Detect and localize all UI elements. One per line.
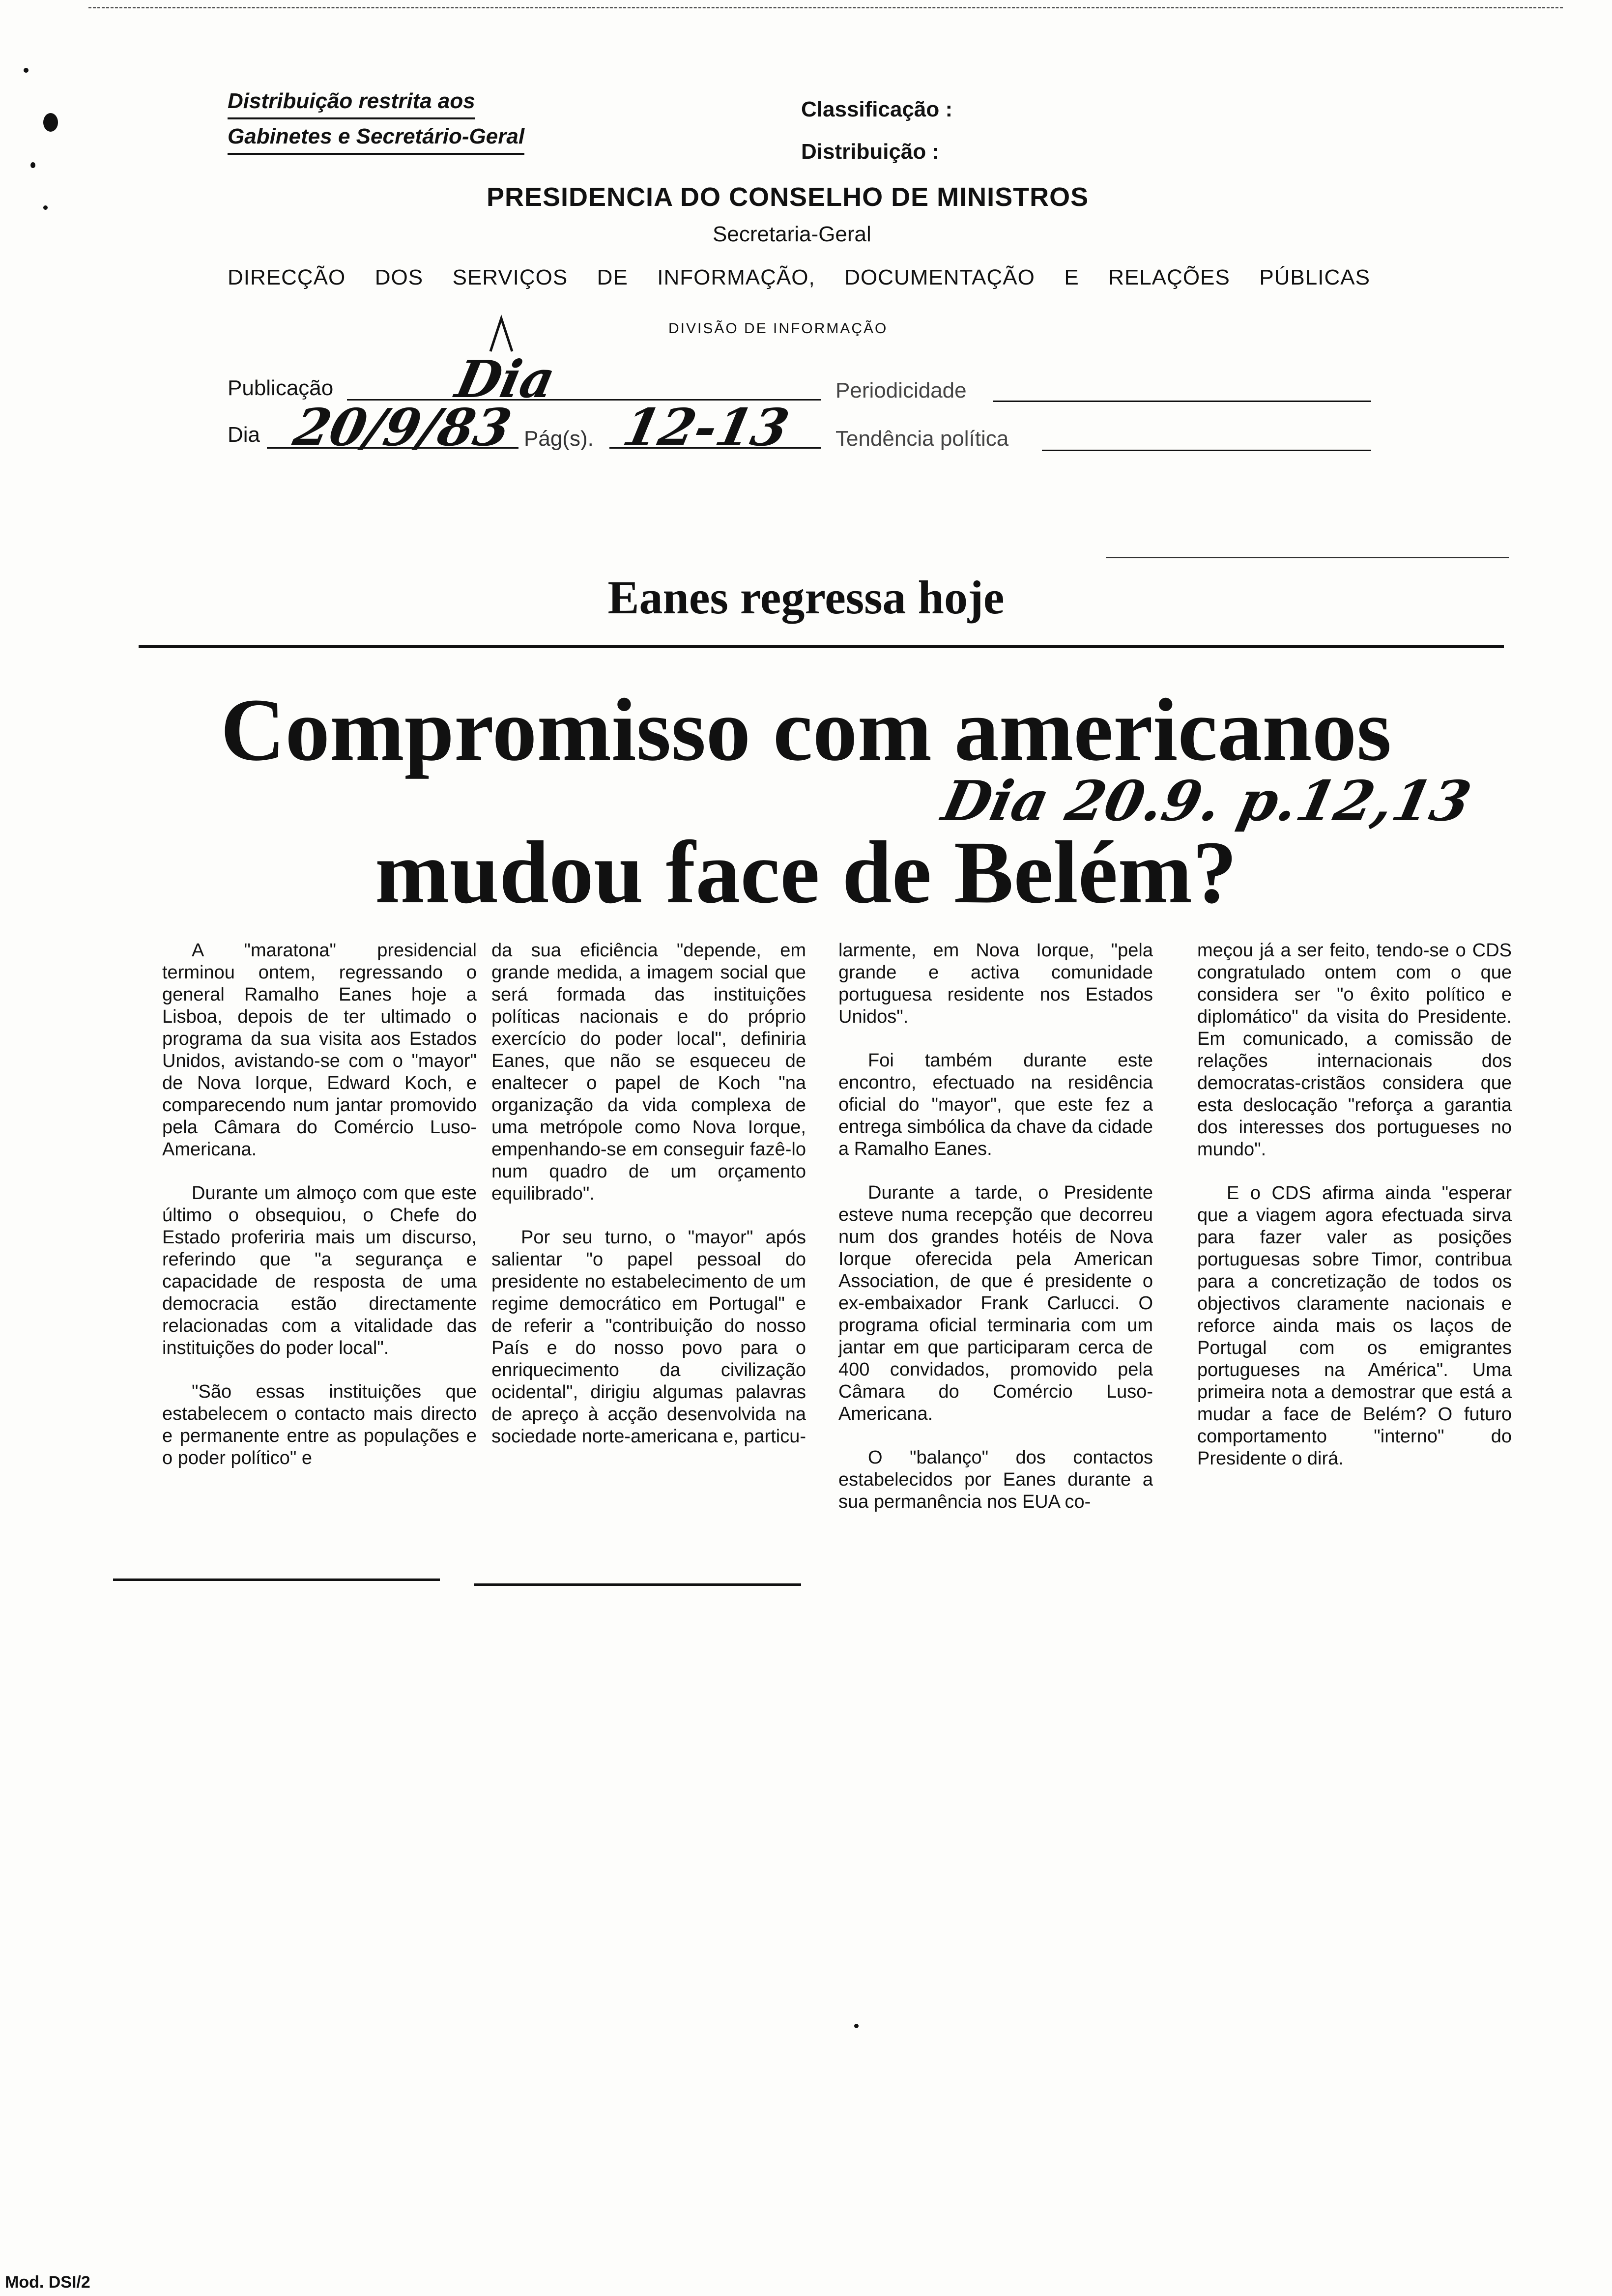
pags-label: Pág(s). — [524, 427, 594, 451]
article-paragraph: Durante um almoço com que este último o obsequiou, o Chefe do Estado proferiria mais um discurso, referindo que "a segurança e capacidade de resposta de uma democracia estão directamente relacionadas com a vitalidade das instituições do poder local". — [162, 1183, 477, 1358]
handwritten-reference: Dia 20.9. p.12,13 — [937, 769, 1477, 833]
direccao-word: INFORMAÇÃO, — [657, 265, 815, 289]
column-end-rule — [474, 1583, 801, 1586]
headline-rule — [139, 645, 1504, 648]
margin-speck — [30, 162, 35, 168]
article-kicker: Eanes regressa hoje — [607, 571, 1005, 624]
restricted-line-2: Gabinetes e Secretário-Geral — [228, 121, 524, 155]
periodicidade-label: Periodicidade — [835, 378, 967, 402]
direccao-word: DOCUMENTAÇÃO — [844, 265, 1035, 289]
dia-label: Dia — [228, 423, 260, 447]
article-paragraph: E o CDS afirma ainda "esperar que a viagem agora efectuada sirva para fazer valer as posições portuguesas sobre Timor, contribua para a concretização de todos os objectivos claramente nacionais e reforce ainda mais os laços de Portugal com os emigrantes portugueses na América". Uma primeira nota a demostrar que está a mudar a face de Belém? O futuro comportamento "interno" do Presidente o dirá. — [1197, 1183, 1512, 1469]
direccao-word: DOS — [374, 265, 424, 289]
form-code: Mod. DSI/2 — [5, 2273, 90, 2292]
article-paragraph: O "balanço" dos contactos estabelecidos por Eanes durante a sua permanência nos EUA co- — [838, 1447, 1153, 1512]
presidencia-title: PRESIDENCIA DO CONSELHO DE MINISTROS — [487, 182, 1089, 212]
direccao-word: E — [1064, 265, 1079, 289]
article-paragraph: meçou já a ser feito, tendo-se o CDS congratulado ontem com o que considera ser "o êxito político e diplomático" da visita do Presidente. Em comunicado, a comissão de relações internacionais dos democratas-cristãos considera que esta deslocação "reforça a garantia dos interesses dos portugueses no mundo". — [1197, 940, 1512, 1160]
direccao-word: SERVIÇOS — [452, 265, 568, 289]
article-column-1 — [162, 940, 477, 1491]
margin-speck — [43, 205, 48, 210]
article-paragraph: larmente, em Nova Iorque, "pela grande e activa comunidade portuguesa residente nos Estados Unidos". — [838, 940, 1153, 1027]
binder-hole-mark — [43, 113, 58, 132]
pen-stroke-mark — [487, 315, 516, 354]
article-paragraph: A "maratona" presidencial terminou ontem, regressando o general Ramalho Eanes hoje a Lisboa, depois de ter ultimado o programa da sua visita aos Estados Unidos, avistando-se com o "mayor" de Nova Iorque, Edward Koch, e comparecendo num jantar promovido pela Câmara do Comércio Luso-Americana. — [162, 940, 477, 1160]
article-paragraph: "São essas instituições que estabelecem o contacto mais directo e permanente entre as populações e o poder político" e — [162, 1381, 477, 1468]
divisao-informacao: DIVISÃO DE INFORMAÇÃO — [668, 320, 888, 337]
article-paragraph: da sua eficiência "depende, em grande medida, a imagem social que será formada das instituições políticas nacionais e do próprio exercício do poder local", definiria Eanes, que não se esqueceu de enaltecer o papel de Koch "na organização da vida complexa de uma metrópole como Nova Iorque, empenhando-se em conseguir fazê-lo num quadro de um orçamento equilibrado". — [491, 940, 806, 1204]
column-end-rule — [113, 1578, 440, 1581]
restricted-distribution-note — [228, 86, 524, 157]
classification-block — [801, 88, 952, 173]
article-paragraph: Por seu turno, o "mayor" após salientar "o papel pessoal do presidente no estabelecimento de um regime democrático em Portugal" e de referir a "contribuição do nosso País e do nosso povo para o enriquecimento da civilização ocidental", dirigiu algumas palavras de apreço à acção desenvolvida na sociedade norte-americana e, particu- — [491, 1227, 806, 1447]
dia-handwritten: 20/9/83 — [288, 397, 517, 458]
publicacao-label: Publicação — [228, 376, 334, 400]
direccao-line — [228, 265, 1370, 290]
tendencia-line — [1042, 450, 1371, 451]
top-right-rule — [1106, 557, 1509, 558]
tendencia-label: Tendência política — [835, 427, 1009, 451]
restricted-line-1: Distribuição restrita aos — [228, 86, 475, 119]
headline-line-2: mudou face de Belém? — [374, 823, 1238, 922]
headline-line-1: Compromisso com americanos — [220, 681, 1392, 779]
margin-speck — [24, 68, 29, 73]
direccao-word: PÚBLICAS — [1259, 265, 1370, 289]
classificacao-label: Classificação : — [801, 97, 953, 121]
article-column-4 — [1197, 940, 1512, 1492]
pags-handwritten: 12-13 — [618, 397, 794, 458]
distribuicao-label: Distribuição : — [801, 140, 940, 164]
article-paragraph: Durante a tarde, o Presidente esteve numa recepção que decorreu num dos grandes hotéis de Nova Iorque oferecida pela American Association, de que é presidente o ex-embaixador Frank Carlucci. O programa oficial terminaria com um jantar em que participaram cerca de 400 convidados, promovido pela Câmara do Comércio Luso-Americana. — [838, 1182, 1153, 1424]
direccao-word: DE — [597, 265, 628, 289]
article-column-3 — [838, 940, 1153, 1535]
secretaria-geral: Secretaria-Geral — [713, 222, 871, 246]
page-speck — [854, 2024, 859, 2028]
direccao-word: RELAÇÕES — [1108, 265, 1230, 289]
article-paragraph: Foi também durante este encontro, efectuado na residência oficial do "mayor", que este fez a entrega simbólica da chave da cidade a Ramalho Eanes. — [838, 1050, 1153, 1159]
direccao-word: DIRECÇÃO — [228, 265, 346, 289]
periodicidade-line — [993, 401, 1371, 402]
top-dashed-border — [88, 7, 1563, 8]
publicacao-handwritten: Dia — [451, 349, 561, 409]
article-column-2 — [491, 940, 806, 1469]
